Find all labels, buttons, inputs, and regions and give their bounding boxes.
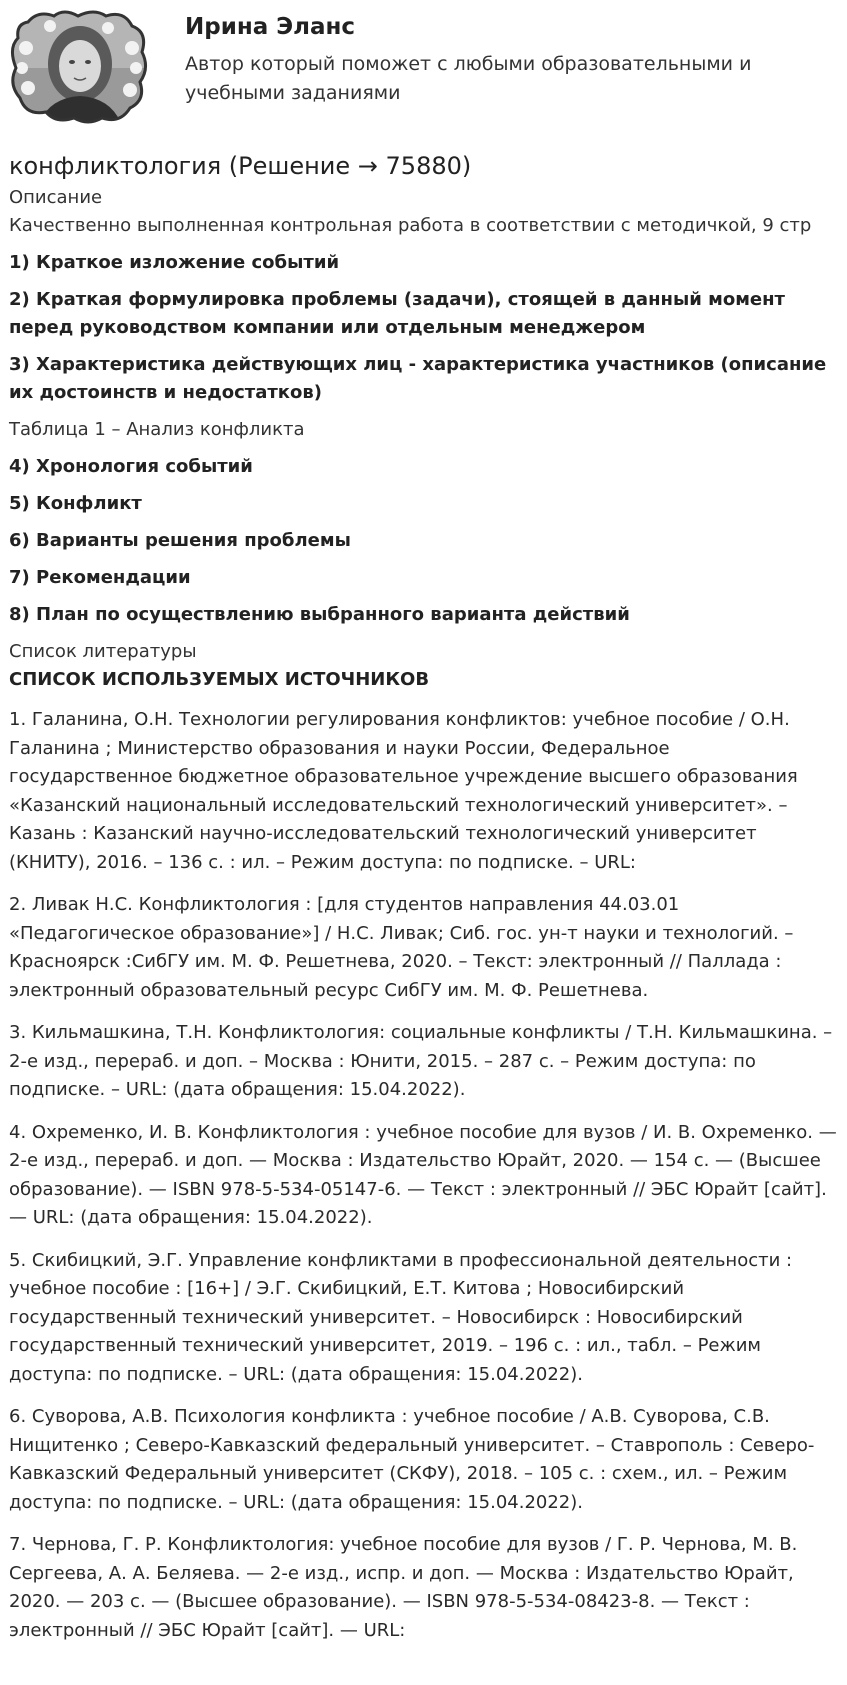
table-caption: Таблица 1 – Анализ конфликта xyxy=(9,419,305,440)
section-heading-6: 6) Варианты решения проблемы xyxy=(9,530,351,551)
section-heading-8: 8) План по осуществлению выбранного варианта действий xyxy=(9,604,630,625)
section-heading-2: 2) Краткая формулировка проблемы (задачи), стоящей в данный момент перед руководством компании или отдельным менеджером xyxy=(9,289,785,338)
section-heading-4: 4) Хронология событий xyxy=(9,456,253,477)
sources-heading: СПИСОК ИСПОЛЬЗУЕМЫХ ИСТОЧНИКОВ xyxy=(9,669,430,690)
reference-item: 4. Охременко, И. В. Конфликтология : учебное пособие для вузов / И. В. Охременко. — 2-е изд., перераб. и доп. — Москва : Издательство Юрайт, 2020. — 154 с. — (Высшее образование). — ISBN 978-5-534-05147-6. — Текст : электронный // ЭБС Юрайт [сайт]. — URL: (дата обращения: 15.04.2022). xyxy=(9,1121,837,1228)
reference-item: 6. Суворова, А.В. Психология конфликта : учебное пособие / А.В. Суворова, С.В. Нищитенко ; Северо-Кавказский федеральный университет. – Ставрополь : Северо-Кавказский Федеральный университет (СКФУ), 2018. – 105 с. : схем., ил. – Режим доступа: по подписке. – URL: (дата обращения: 15.04.2022). xyxy=(9,1406,815,1513)
reference-item: 5. Скибицкий, Э.Г. Управление конфликтами в профессиональной деятельности : учебное пособие : [16+] / Э.Г. Скибицкий, Е.Т. Китова ; Новосибирский государственный технический университет. – Новосибирск : Новосибирский государственный технический университет, 2019. – 196 с. : ил., табл. – Режим доступа: по подписке. – URL: (дата обращения: 15.04.2022). xyxy=(9,1249,793,1385)
section-heading-3: 3) Характеристика действующих лиц - характеристика участников (описание их достоинств и недостатков) xyxy=(9,354,827,403)
literature-label: Список литературы xyxy=(9,641,197,662)
section-heading-1: 1) Краткое изложение событий xyxy=(9,252,340,273)
section-heading-7: 7) Рекомендации xyxy=(9,567,191,588)
author-avatar[interactable] xyxy=(8,8,150,126)
author-card xyxy=(0,0,847,138)
section-heading-5: 5) Конфликт xyxy=(9,493,142,514)
author-bio: Автор который поможет с любыми образовательными и учебными заданиями xyxy=(185,53,752,104)
work-title: конфликтология (Решение → 75880) xyxy=(9,152,472,180)
author-name[interactable]: Ирина Эланс xyxy=(185,14,356,40)
reference-item: 7. Чернова, Г. Р. Конфликтология: учебное пособие для вузов / Г. Р. Чернова, М. В. Сергеева, А. А. Беляева. — 2-е изд., испр. и доп. — Москва : Издательство Юрайт, 2020. — 203 с. — (Высшее образование). — ISBN 978-5-534-08423-8. — Текст : электронный // ЭБС Юрайт [сайт]. — URL: xyxy=(9,1534,798,1641)
reference-item: 3. Кильмашкина, Т.Н. Конфликтология: социальные конфликты / Т.Н. Кильмашкина. – 2-е изд., перераб. и доп. – Москва : Юнити, 2015. – 287 с. – Режим доступа: по подписке. – URL: (дата обращения: 15.04.2022). xyxy=(9,1022,833,1100)
work-description: Качественно выполненная контрольная работа в соответствии с методичкой, 9 стр xyxy=(9,215,812,236)
reference-item: 2. Ливак Н.С. Конфликтология : [для студентов направления 44.03.01 «Педагогическое образование»] / Н.С. Ливак; Сиб. гос. ун-т науки и технологий. – Красноярск :СибГУ им. М. Ф. Решетнева, 2020. – Текст: электронный // Паллада : электронный образовательный ресурс СибГУ им. М. Ф. Решетнева. xyxy=(9,894,794,1001)
description-label: Описание xyxy=(9,187,103,208)
work-content xyxy=(0,148,847,1645)
reference-item: 1. Галанина, О.Н. Технологии регулирования конфликтов: учебное пособие / О.Н. Галанина ; Министерство образования и науки России, Федеральное государственное бюджетное образовательное учреждение высшего образования «Казанский национальный исследовательский технологический университет». – Казань : Казанский научно-исследовательский технологический университет (КНИТУ), 2016. – 136 с. : ил. – Режим доступа: по подписке. – URL: xyxy=(9,709,798,873)
